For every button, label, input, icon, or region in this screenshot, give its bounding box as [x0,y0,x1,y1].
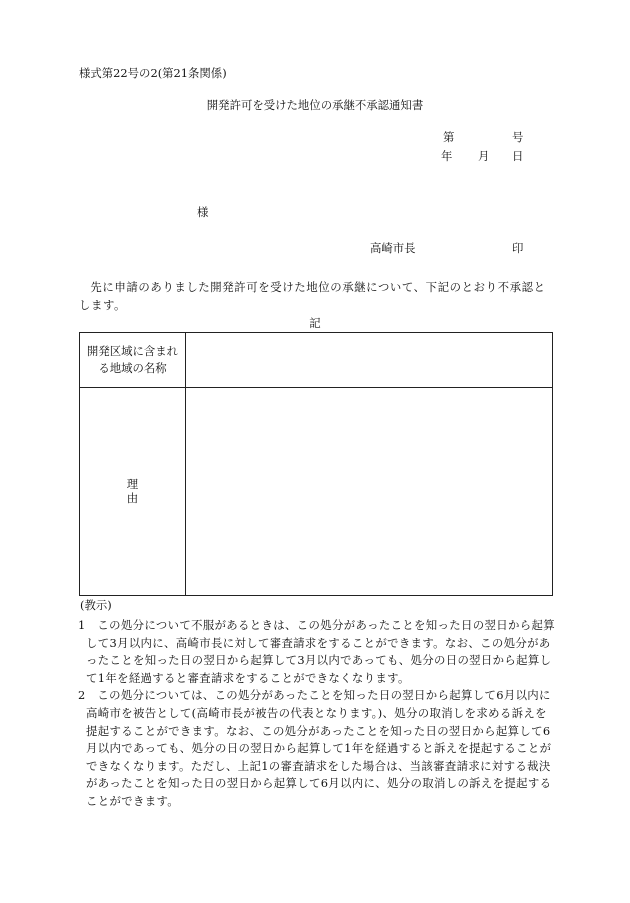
notice-item-number: 2 [78,688,86,703]
form-number: 様式第22号の2(第21条関係) [79,66,227,80]
document-title: 開発許可を受けた地位の承継不承認通知書 [206,98,424,112]
notice-item-2 [79,687,555,810]
area-name-label: 開発区域に含まれる地域の名称 [86,344,179,375]
reason-field[interactable] [186,388,552,596]
issuer-name: 高崎市長 [370,241,416,255]
addressee-honorific: 様 [197,205,209,219]
document-number-suffix: 号 [512,130,524,144]
body-text: 先に申請のありました開発許可を受けた地位の承継について、下記のとおり不承認とします。 [79,280,546,312]
notice-item-number: 1 [78,618,86,632]
area-name-field[interactable] [186,333,552,387]
document-number-prefix: 第 [443,130,455,144]
notice-item-text: この処分については、この処分があったことを知った日の翌日から起算して6月以内に高崎市を被告として(高崎市長が被告の代表となります。)、処分の取消しを求める訴えを提起することができます。なお、この処分があったことを知った日の翌日から起算して6月以内であっても、処分の日の翌日から起算して1年を経過すると訴えを提起することができなくなります。ただし、上記1の審査請求をした場合は、当該審査請求に対する裁決があったことを知った日の翌日から起算して6月以内に、処分の取消しの訴えを提起することができます。 [86,688,552,808]
date-year-label: 年 [441,149,453,163]
date-month-label: 月 [478,149,490,163]
record-table [79,332,553,596]
notice-item-text: この処分について不服があるときは、この処分があったことを知った日の翌日から起算して3月以内に、高崎市長に対して審査請求をすることができます。なお、この処分があったことを知った日の翌日から起算して3月以内であっても、処分の日の翌日から起算して1年を経過すると審査請求をすることができなくなります。 [86,618,555,685]
reason-label: 理由 [126,477,199,505]
notice-list [79,617,555,811]
notice-title: (教示) [80,598,112,612]
notice-item-1 [79,617,555,687]
ki-heading: 記 [309,316,321,330]
date-day-label: 日 [512,149,524,163]
issuer-seal-mark: 印 [512,241,524,255]
